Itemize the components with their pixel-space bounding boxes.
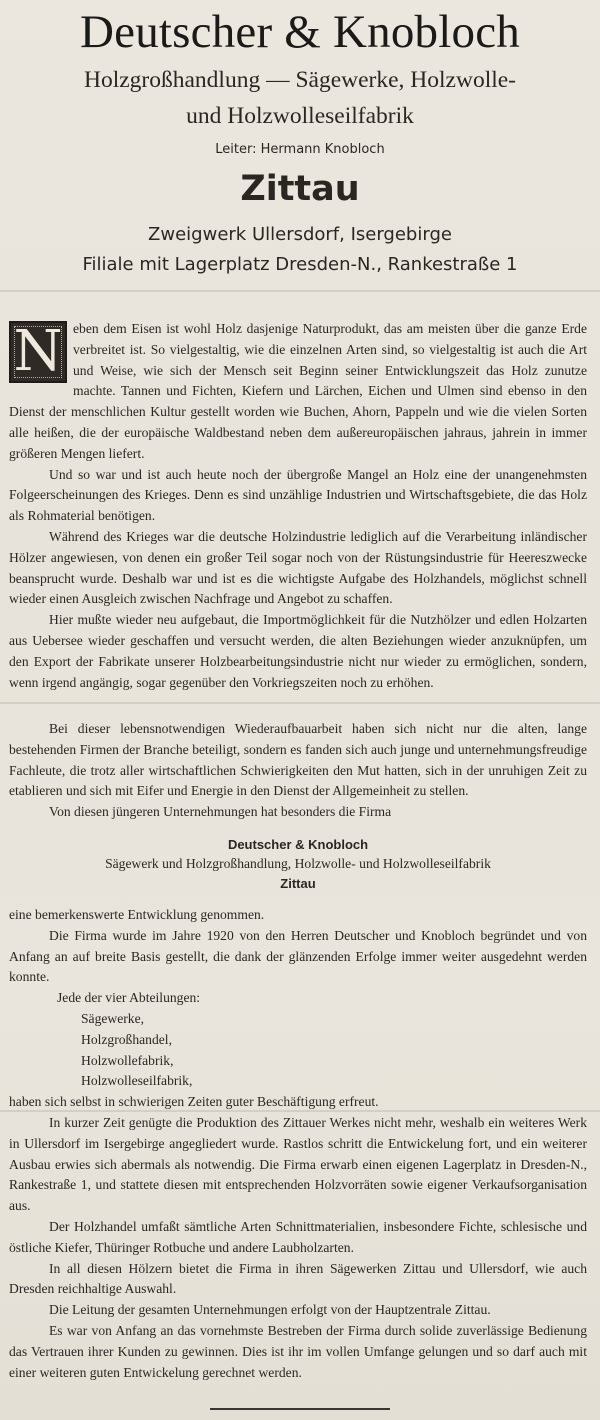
list-item: Holzwolleseilfabrik, bbox=[81, 1073, 193, 1089]
article-section-2 bbox=[9, 719, 587, 1383]
departments-list bbox=[9, 1009, 587, 1092]
paragraph: In all diesen Hölzern bietet die Firma in ihren Sägewerken Zittau und Ullersdorf, wie auch Dresden reichhaltige Auswahl. bbox=[9, 1260, 587, 1297]
footer-rule bbox=[210, 1408, 390, 1410]
paragraph: haben sich selbst in schwierigen Zeiten guter Beschäftigung erfreut. bbox=[9, 1094, 379, 1110]
paragraph: Neben dem Eisen ist wohl Holz dasjenige Naturprodukt, das am meisten über die ganze Erde verbreitet ist. So vielgestaltig, wie die einzelnen Arten sind, so vielgestaltig ist auch die Art und Weise, wie sich der Mensch seit Beginn seiner Entwicklungszeit das Holz zunutze machte. Tannen und Fichten, Kiefern und Lärchen, Eichen und Ulmen sind ebenso in den Dienst der menschlichen Kultur gestellt worden wie Buchen, Ahorn, Pappeln und wie die vielen Sorten alle heißen, die der europäische Waldbestand neben dem außereuropäischen jahraus, jahrein in immer größeren Mengen liefert. bbox=[9, 319, 587, 461]
article-section-1 bbox=[9, 319, 587, 693]
firm-title: Deutscher & Knobloch bbox=[80, 6, 520, 58]
list-item: Holzwollefabrik, bbox=[81, 1052, 174, 1068]
list-item: Holzgroßhandel, bbox=[81, 1031, 172, 1047]
paragraph: Der Holzhandel umfaßt sämtliche Arten Schnittmaterialien, insbesondere Fichte, schlesische und östliche Kiefer, Thüringer Rotbuche und andere Laubholzarten. bbox=[9, 1218, 587, 1255]
business-line-1: Holzgroßhandlung — Sägewerke, Holzwolle- bbox=[83, 67, 517, 93]
paragraph: Die Leitung der gesamten Unternehmungen erfolgt von der Hauptzentrale Zittau. bbox=[49, 1302, 491, 1318]
paper-fold bbox=[0, 290, 600, 292]
branch-line: Zweigwerk Ullersdorf, Isergebirge bbox=[148, 224, 452, 245]
firm-block-name: Deutscher & Knobloch bbox=[227, 836, 369, 852]
departments-intro: Jede der vier Abteilungen: bbox=[57, 990, 201, 1006]
list-item: Sägewerke, bbox=[81, 1010, 145, 1026]
paragraph: eine bemerkenswerte Entwicklung genommen. bbox=[9, 906, 265, 922]
paragraph: Hier mußte wieder neu aufgebaut, die Importmöglichkeit für die Nutzhölzer und edlen Holzarten aus Uebersee wieder geschaffen und versucht werden, die alten Beziehungen wieder anzuknüpfen, um den Export der Fabrikate unserer Holzbearbeitungsindustrie nicht nur wieder zu ermöglichen, sondern, wenn irgend angängig, sogar gegenüber den Vorkriegszeiten noch zu erhöhen. bbox=[9, 612, 587, 690]
ornamental-initial: N bbox=[9, 321, 67, 383]
business-line-2: und Holzwolleseilfabrik bbox=[186, 103, 414, 129]
paragraph: Und so war und ist auch heute noch der übergroße Mangel an Holz eine der unangenehmsten Folgeerscheinungen des Krieges. Denn es sind unzählige Industrien und Wirtschaftsgebiete, die das Holz als Rohmaterial benötigen. bbox=[9, 466, 587, 524]
firm-block-description: Sägewerk und Holzgroßhandlung, Holzwolle- und Holzwolleseilfabrik bbox=[105, 855, 491, 871]
city-heading: Zittau bbox=[240, 169, 360, 209]
paragraph: Bei dieser lebensnotwendigen Wiederaufbauarbeit haben sich nicht nur die alten, lange bestehenden Firmen der Branche beteiligt, sondern es fanden sich auch junge und unternehmungsfreudige Fachleute, die trotz aller wirtschaftlichen Schwierigkeiten den Mut hatten, sich in der unruhigen Zeit zu etablieren und sich mit Eifer und Energie in den Dienst der Allgemeinheit zu stellen. bbox=[9, 721, 587, 799]
paragraph: Während des Krieges war die deutsche Holzindustrie lediglich auf die Verarbeitung inländischer Hölzer angewiesen, von denen ein großer Teil sogar noch von der Rüstungsindustrie für Heereszwecke beansprucht wurde. Deshalb war und ist es die wichtigste Aufgabe des Holzhandels, möglichst schnell wieder einen Ausgleich zwischen Nachfrage und Angebot zu schaffen. bbox=[9, 528, 587, 607]
firm-block bbox=[9, 835, 587, 893]
paragraph: Es war von Anfang an das vornehmste Bestreben der Firma durch solide zuverlässige Bedienung das Vertrauen ihrer Kunden zu gewinnen. Dies ist ihr im vollen Umfange gelungen und so darf auch mit einer weiteren guten Entwickelung gerechnet werden. bbox=[9, 1322, 587, 1380]
paragraph: In kurzer Zeit genügte die Produktion des Zittauer Werkes nicht mehr, weshalb ein weiteres Werk in Ullersdorf im Isergebirge angegliedert wurde. Rastlos schritt die Entwickelung fort, und ein weiterer Ausbau erwies sich abermals als notwendig. Die Firma erwarb einen eigenen Lagerplatz in Dresden-N., Rankestraße 1, und stattete diesen mit entsprechenden Holzvorräten sowie eigener Verkaufsorganisation aus. bbox=[9, 1114, 587, 1214]
firm-block-city: Zittau bbox=[280, 875, 316, 891]
paragraph: Die Firma wurde im Jahre 1920 von den Herren Deutscher und Knobloch begründet und von Anfang an auf breite Basis gestellt, die dank der glänzenden Erfolge immer weiter ausgedehnt werden konnte. bbox=[9, 927, 587, 985]
director-line: Leiter: Hermann Knobloch bbox=[215, 142, 385, 157]
paper-fold bbox=[0, 702, 600, 704]
paragraph: Von diesen jüngeren Unternehmungen hat besonders die Firma bbox=[49, 804, 392, 820]
branch-address-line: Filiale mit Lagerplatz Dresden-N., Rankestraße 1 bbox=[82, 254, 518, 275]
